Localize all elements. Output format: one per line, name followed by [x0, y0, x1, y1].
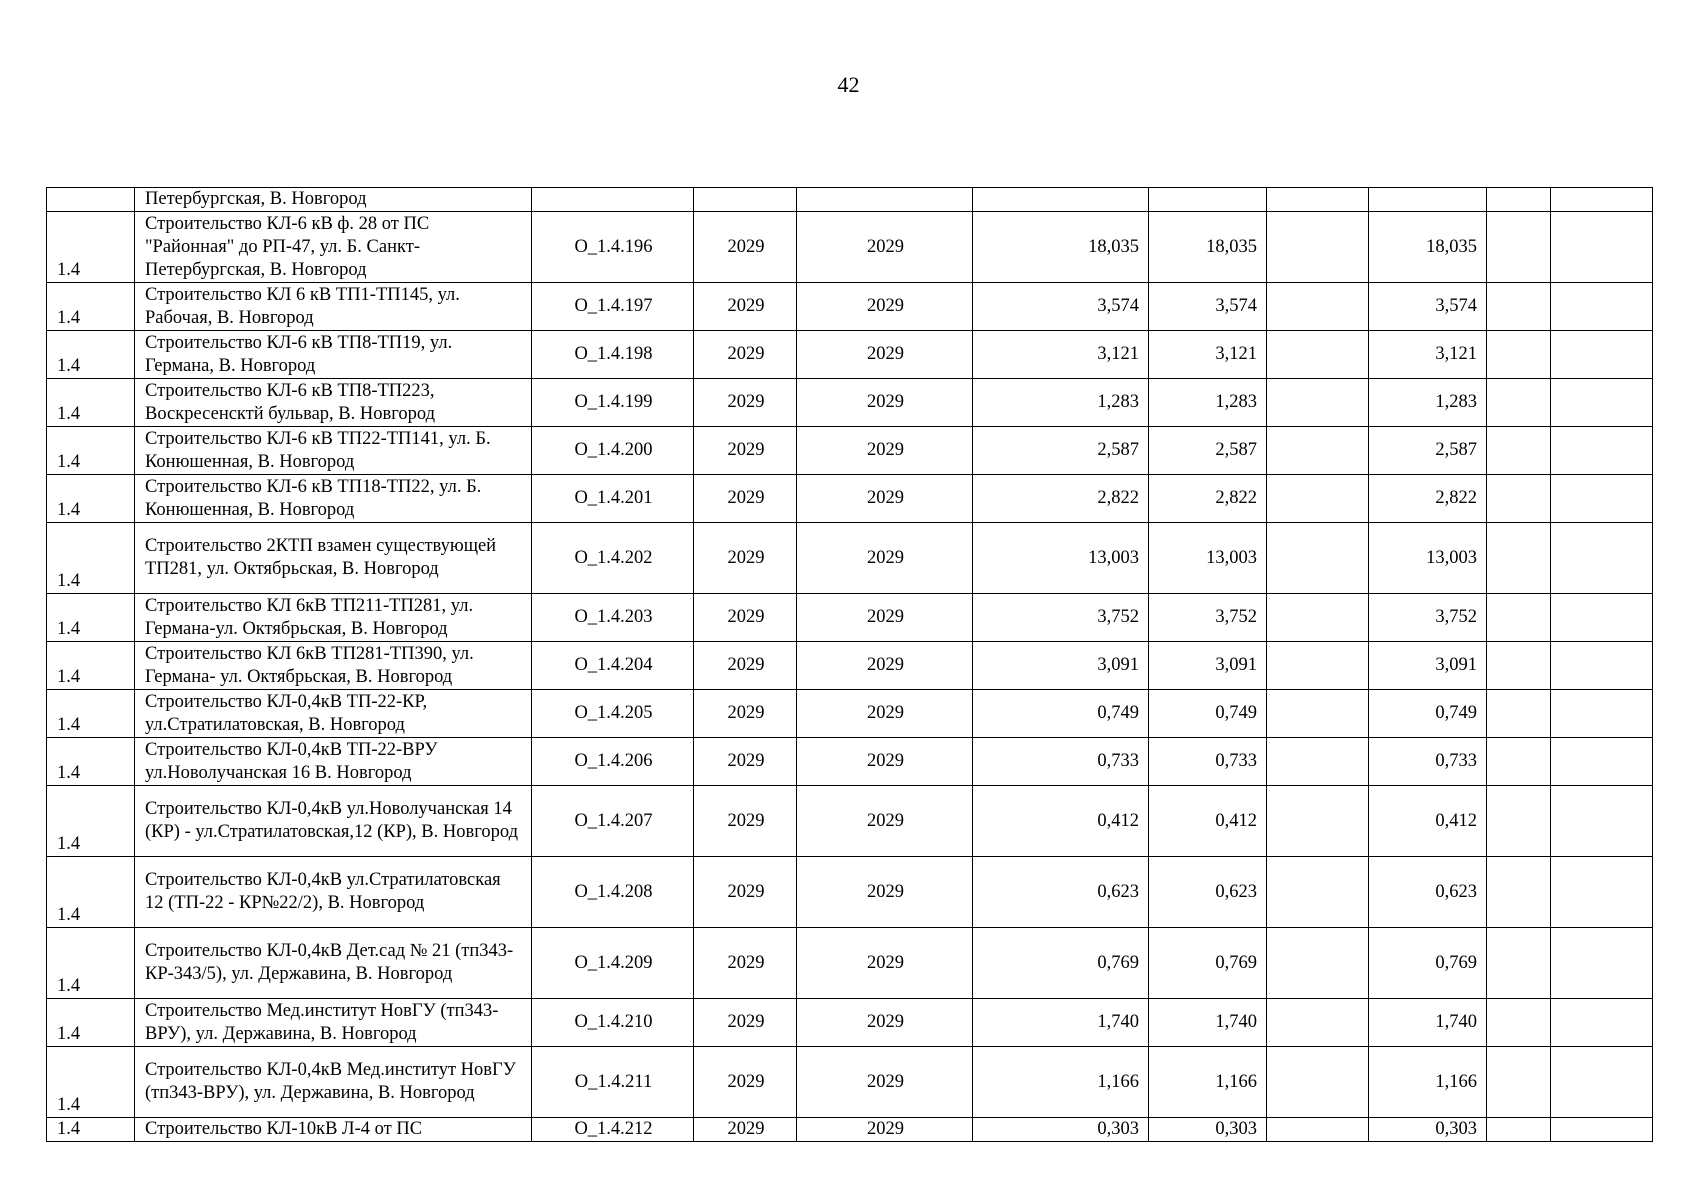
end-year-cell: 2029	[797, 475, 973, 523]
value-4-cell: 18,035	[1369, 212, 1487, 283]
value-2-cell: 1,283	[1149, 379, 1267, 427]
project-name-cell: Строительство КЛ-0,4кВ ул.Стратилатовская 12 (ТП-22 - КР№22/2), В. Новгород	[135, 857, 532, 928]
value-5-cell	[1487, 999, 1551, 1047]
value-2-cell: 3,752	[1149, 594, 1267, 642]
section-cell: 1.4	[47, 283, 135, 331]
value-4-cell: 0,769	[1369, 928, 1487, 999]
project-code-cell: О_1.4.212	[532, 1118, 694, 1142]
value-6-cell	[1551, 427, 1653, 475]
project-code-cell: О_1.4.197	[532, 283, 694, 331]
project-code-cell: О_1.4.203	[532, 594, 694, 642]
value-4-cell: 0,749	[1369, 690, 1487, 738]
value-1-cell: 1,740	[973, 999, 1149, 1047]
value-6-cell	[1551, 212, 1653, 283]
value-4-cell: 1,740	[1369, 999, 1487, 1047]
value-1-cell: 13,003	[973, 523, 1149, 594]
value-5-cell	[1487, 523, 1551, 594]
value-3-cell	[1267, 188, 1369, 212]
value-5-cell	[1487, 642, 1551, 690]
value-2-cell: 18,035	[1149, 212, 1267, 283]
value-2-cell: 0,769	[1149, 928, 1267, 999]
start-year-cell: 2029	[694, 928, 797, 999]
project-code-cell: О_1.4.207	[532, 786, 694, 857]
section-cell: 1.4	[47, 857, 135, 928]
project-name-cell: Строительство КЛ-0,4кВ ТП-22-ВРУ ул.Новолучанская 16 В. Новгород	[135, 738, 532, 786]
section-cell: 1.4	[47, 523, 135, 594]
value-5-cell	[1487, 379, 1551, 427]
value-3-cell	[1267, 786, 1369, 857]
project-code-cell: О_1.4.209	[532, 928, 694, 999]
value-1-cell: 18,035	[973, 212, 1149, 283]
value-6-cell	[1551, 1047, 1653, 1118]
value-2-cell: 13,003	[1149, 523, 1267, 594]
value-3-cell	[1267, 331, 1369, 379]
table-row	[47, 1118, 1653, 1142]
project-name-cell: Строительство КЛ-10кВ Л-4 от ПС	[135, 1118, 532, 1142]
value-6-cell	[1551, 475, 1653, 523]
start-year-cell: 2029	[694, 642, 797, 690]
value-1-cell: 0,733	[973, 738, 1149, 786]
value-5-cell	[1487, 786, 1551, 857]
value-3-cell	[1267, 212, 1369, 283]
project-code-cell: О_1.4.211	[532, 1047, 694, 1118]
value-5-cell	[1487, 738, 1551, 786]
end-year-cell: 2029	[797, 786, 973, 857]
value-5-cell	[1487, 427, 1551, 475]
start-year-cell: 2029	[694, 1047, 797, 1118]
end-year-cell: 2029	[797, 999, 973, 1047]
value-6-cell	[1551, 523, 1653, 594]
section-cell: 1.4	[47, 690, 135, 738]
value-5-cell	[1487, 857, 1551, 928]
value-6-cell	[1551, 188, 1653, 212]
value-5-cell	[1487, 212, 1551, 283]
end-year-cell: 2029	[797, 283, 973, 331]
table-row	[47, 188, 1653, 212]
value-5-cell	[1487, 331, 1551, 379]
value-2-cell: 2,587	[1149, 427, 1267, 475]
value-5-cell	[1487, 283, 1551, 331]
value-6-cell	[1551, 786, 1653, 857]
end-year-cell: 2029	[797, 1118, 973, 1142]
project-name-cell: Строительство КЛ 6кВ ТП211-ТП281, ул. Германа-ул. Октябрьская, В. Новгород	[135, 594, 532, 642]
value-3-cell	[1267, 594, 1369, 642]
end-year-cell: 2029	[797, 1047, 973, 1118]
section-cell: 1.4	[47, 642, 135, 690]
section-cell: 1.4	[47, 475, 135, 523]
table-row	[47, 331, 1653, 379]
value-2-cell: 0,749	[1149, 690, 1267, 738]
value-1-cell: 3,121	[973, 331, 1149, 379]
value-3-cell	[1267, 928, 1369, 999]
start-year-cell: 2029	[694, 379, 797, 427]
value-4-cell: 0,412	[1369, 786, 1487, 857]
start-year-cell: 2029	[694, 738, 797, 786]
value-3-cell	[1267, 999, 1369, 1047]
project-code-cell: О_1.4.196	[532, 212, 694, 283]
end-year-cell: 2029	[797, 642, 973, 690]
table-row	[47, 738, 1653, 786]
project-name-cell: Строительство КЛ-6 кВ ТП8-ТП223, Воскресенсктй бульвар, В. Новгород	[135, 379, 532, 427]
table-row	[47, 594, 1653, 642]
end-year-cell: 2029	[797, 331, 973, 379]
start-year-cell: 2029	[694, 690, 797, 738]
value-2-cell: 3,574	[1149, 283, 1267, 331]
table-row	[47, 523, 1653, 594]
table-row	[47, 642, 1653, 690]
start-year-cell: 2029	[694, 212, 797, 283]
start-year-cell	[694, 188, 797, 212]
section-cell: 1.4	[47, 738, 135, 786]
value-2-cell: 3,091	[1149, 642, 1267, 690]
section-cell: 1.4	[47, 928, 135, 999]
value-2-cell: 0,733	[1149, 738, 1267, 786]
value-4-cell: 3,752	[1369, 594, 1487, 642]
value-1-cell: 0,623	[973, 857, 1149, 928]
table-row	[47, 379, 1653, 427]
end-year-cell: 2029	[797, 738, 973, 786]
value-4-cell: 1,283	[1369, 379, 1487, 427]
value-1-cell: 3,091	[973, 642, 1149, 690]
section-cell: 1.4	[47, 427, 135, 475]
value-4-cell: 0,623	[1369, 857, 1487, 928]
project-name-cell: Строительство 2КТП взамен существующей ТП281, ул. Октябрьская, В. Новгород	[135, 523, 532, 594]
value-1-cell: 0,412	[973, 786, 1149, 857]
value-4-cell: 0,303	[1369, 1118, 1487, 1142]
table-body	[47, 188, 1653, 1142]
project-code-cell: О_1.4.201	[532, 475, 694, 523]
value-1-cell: 0,749	[973, 690, 1149, 738]
value-2-cell: 0,303	[1149, 1118, 1267, 1142]
project-name-cell: Строительство КЛ-6 кВ ТП8-ТП19, ул. Германа, В. Новгород	[135, 331, 532, 379]
value-1-cell: 1,283	[973, 379, 1149, 427]
section-cell: 1.4	[47, 594, 135, 642]
value-6-cell	[1551, 642, 1653, 690]
project-code-cell: О_1.4.198	[532, 331, 694, 379]
value-2-cell: 3,121	[1149, 331, 1267, 379]
value-4-cell: 1,166	[1369, 1047, 1487, 1118]
value-3-cell	[1267, 1118, 1369, 1142]
project-name-cell: Строительство КЛ-6 кВ ТП22-ТП141, ул. Б. Конюшенная, В. Новгород	[135, 427, 532, 475]
end-year-cell: 2029	[797, 857, 973, 928]
value-4-cell: 13,003	[1369, 523, 1487, 594]
project-name-cell: Строительство КЛ-6 кВ ТП18-ТП22, ул. Б. Конюшенная, В. Новгород	[135, 475, 532, 523]
value-4-cell: 0,733	[1369, 738, 1487, 786]
section-cell: 1.4	[47, 331, 135, 379]
section-cell: 1.4	[47, 1047, 135, 1118]
project-name-cell: Строительство КЛ-0,4кВ Дет.сад № 21 (тп343-КР-343/5), ул. Державина, В. Новгород	[135, 928, 532, 999]
section-cell: 1.4	[47, 999, 135, 1047]
project-code-cell: О_1.4.210	[532, 999, 694, 1047]
value-6-cell	[1551, 331, 1653, 379]
value-5-cell	[1487, 475, 1551, 523]
section-cell	[47, 188, 135, 212]
value-6-cell	[1551, 928, 1653, 999]
page-number: 42	[837, 72, 860, 97]
project-name-cell: Строительство Мед.институт НовГУ (тп343-ВРУ), ул. Державина, В. Новгород	[135, 999, 532, 1047]
project-name-cell: Строительство КЛ 6 кВ ТП1-ТП145, ул. Рабочая, В. Новгород	[135, 283, 532, 331]
table-row	[47, 786, 1653, 857]
project-name-cell: Строительство КЛ-0,4кВ ул.Новолучанская 14 (КР) - ул.Стратилатовская,12 (КР), В. Новгород	[135, 786, 532, 857]
start-year-cell: 2029	[694, 786, 797, 857]
section-cell: 1.4	[47, 379, 135, 427]
value-3-cell	[1267, 379, 1369, 427]
start-year-cell: 2029	[694, 331, 797, 379]
start-year-cell: 2029	[694, 427, 797, 475]
value-6-cell	[1551, 1118, 1653, 1142]
project-code-cell: О_1.4.205	[532, 690, 694, 738]
value-3-cell	[1267, 427, 1369, 475]
project-name-cell: Строительство КЛ-6 кВ ф. 28 от ПС "Районная" до РП-47, ул. Б. Санкт-Петербургская, В. Новгород	[135, 212, 532, 283]
value-4-cell	[1369, 188, 1487, 212]
value-4-cell: 2,587	[1369, 427, 1487, 475]
table-row	[47, 212, 1653, 283]
project-code-cell: О_1.4.200	[532, 427, 694, 475]
project-name-cell: Строительство КЛ-0,4кВ Мед.институт НовГУ (тп343-ВРУ), ул. Державина, В. Новгород	[135, 1047, 532, 1118]
value-2-cell: 0,623	[1149, 857, 1267, 928]
value-1-cell: 0,769	[973, 928, 1149, 999]
value-5-cell	[1487, 1118, 1551, 1142]
project-code-cell: О_1.4.204	[532, 642, 694, 690]
value-6-cell	[1551, 999, 1653, 1047]
project-code-cell: О_1.4.199	[532, 379, 694, 427]
investment-table	[46, 187, 1653, 1142]
end-year-cell: 2029	[797, 212, 973, 283]
value-5-cell	[1487, 1047, 1551, 1118]
value-4-cell: 3,121	[1369, 331, 1487, 379]
table-row	[47, 857, 1653, 928]
value-5-cell	[1487, 188, 1551, 212]
value-6-cell	[1551, 738, 1653, 786]
value-6-cell	[1551, 690, 1653, 738]
value-3-cell	[1267, 1047, 1369, 1118]
table-row	[47, 999, 1653, 1047]
value-3-cell	[1267, 857, 1369, 928]
value-3-cell	[1267, 642, 1369, 690]
value-6-cell	[1551, 857, 1653, 928]
start-year-cell: 2029	[694, 1118, 797, 1142]
end-year-cell	[797, 188, 973, 212]
value-4-cell: 2,822	[1369, 475, 1487, 523]
value-6-cell	[1551, 379, 1653, 427]
table-row	[47, 283, 1653, 331]
table-row	[47, 1047, 1653, 1118]
table-row	[47, 928, 1653, 999]
section-cell: 1.4	[47, 786, 135, 857]
value-2-cell: 1,740	[1149, 999, 1267, 1047]
end-year-cell: 2029	[797, 928, 973, 999]
end-year-cell: 2029	[797, 594, 973, 642]
section-cell: 1.4	[47, 212, 135, 283]
project-code-cell: О_1.4.206	[532, 738, 694, 786]
project-name-cell: Петербургская, В. Новгород	[135, 188, 532, 212]
value-5-cell	[1487, 690, 1551, 738]
value-4-cell: 3,574	[1369, 283, 1487, 331]
value-2-cell	[1149, 188, 1267, 212]
table-row	[47, 475, 1653, 523]
value-1-cell: 2,822	[973, 475, 1149, 523]
project-name-cell: Строительство КЛ-0,4кВ ТП-22-КР, ул.Стратилатовская, В. Новгород	[135, 690, 532, 738]
end-year-cell: 2029	[797, 690, 973, 738]
value-3-cell	[1267, 690, 1369, 738]
start-year-cell: 2029	[694, 594, 797, 642]
value-1-cell: 2,587	[973, 427, 1149, 475]
value-1-cell: 3,752	[973, 594, 1149, 642]
value-2-cell: 0,412	[1149, 786, 1267, 857]
table-row	[47, 690, 1653, 738]
value-1-cell: 3,574	[973, 283, 1149, 331]
value-3-cell	[1267, 475, 1369, 523]
start-year-cell: 2029	[694, 523, 797, 594]
end-year-cell: 2029	[797, 379, 973, 427]
value-5-cell	[1487, 928, 1551, 999]
value-2-cell: 2,822	[1149, 475, 1267, 523]
value-6-cell	[1551, 594, 1653, 642]
project-code-cell: О_1.4.202	[532, 523, 694, 594]
section-cell: 1.4	[47, 1118, 135, 1142]
value-3-cell	[1267, 738, 1369, 786]
start-year-cell: 2029	[694, 857, 797, 928]
project-name-cell: Строительство КЛ 6кВ ТП281-ТП390, ул. Германа- ул. Октябрьская, В. Новгород	[135, 642, 532, 690]
value-6-cell	[1551, 283, 1653, 331]
value-1-cell	[973, 188, 1149, 212]
value-2-cell: 1,166	[1149, 1047, 1267, 1118]
end-year-cell: 2029	[797, 427, 973, 475]
value-3-cell	[1267, 283, 1369, 331]
value-5-cell	[1487, 594, 1551, 642]
table-row	[47, 427, 1653, 475]
value-1-cell: 1,166	[973, 1047, 1149, 1118]
value-1-cell: 0,303	[973, 1118, 1149, 1142]
project-code-cell	[532, 188, 694, 212]
project-code-cell: О_1.4.208	[532, 857, 694, 928]
start-year-cell: 2029	[694, 475, 797, 523]
start-year-cell: 2029	[694, 283, 797, 331]
start-year-cell: 2029	[694, 999, 797, 1047]
end-year-cell: 2029	[797, 523, 973, 594]
value-3-cell	[1267, 523, 1369, 594]
value-4-cell: 3,091	[1369, 642, 1487, 690]
